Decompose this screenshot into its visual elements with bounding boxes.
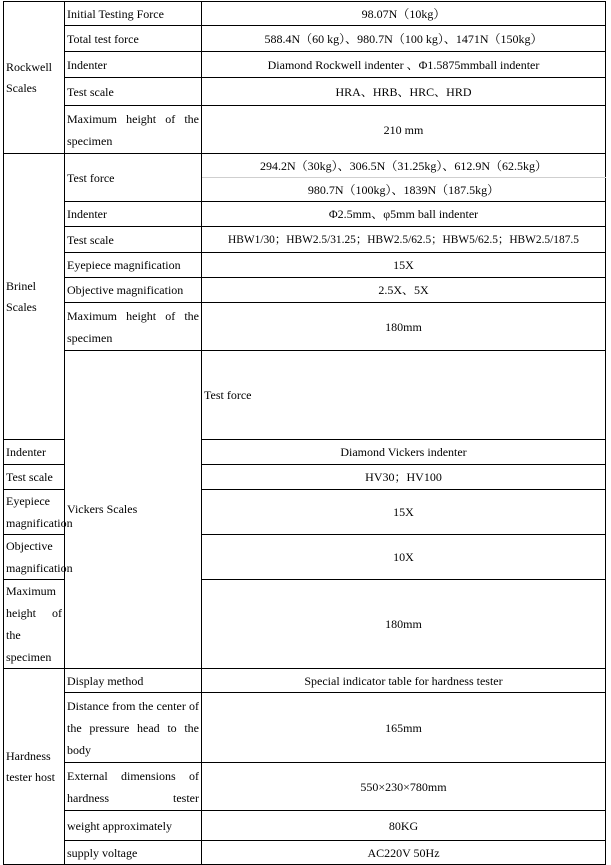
row-label: weight approximately: [65, 811, 202, 841]
row-label: Maximum height of the specimen: [65, 106, 202, 154]
row-label: Total test force: [65, 26, 202, 52]
row-label: Test scale: [4, 465, 65, 490]
row-value: 180mm: [202, 580, 606, 669]
row-label: Objective magnification: [65, 278, 202, 303]
row-label: Display method: [65, 669, 202, 693]
row-value: HRA、HRB、HRC、HRD: [202, 78, 606, 106]
row-value: 550×230×780mm: [202, 763, 606, 811]
row-value: 180mm: [202, 303, 606, 351]
row-label: Eyepiece magnification: [4, 490, 65, 535]
row-value: HBW1/30；HBW2.5/31.25；HBW2.5/62.5；HBW5/62.5；HBW2.5/187.5: [202, 227, 606, 253]
row-label: Maximum height of the specimen: [4, 580, 65, 669]
table-row: [4, 693, 606, 763]
table-row: [4, 763, 606, 811]
row-value: Diamond Vickers indenter: [202, 440, 606, 465]
table-row: [4, 154, 606, 178]
row-value: 165mm: [202, 693, 606, 763]
table-row: [4, 106, 606, 154]
row-label: supply voltage: [65, 841, 202, 865]
row-label: Test scale: [65, 78, 202, 106]
table-row: [4, 26, 606, 52]
row-label: Maximum height of the specimen: [65, 303, 202, 351]
row-value: 2.5X、5X: [202, 278, 606, 303]
row-label: Eyepiece magnification: [65, 253, 202, 278]
row-label: External dimensions of hardness tester: [65, 763, 202, 811]
row-label: Test scale: [65, 227, 202, 253]
table-row: [4, 841, 606, 865]
table-row: [4, 253, 606, 278]
row-label: Indenter: [65, 202, 202, 227]
row-value: Φ2.5mm、φ5mm ball indenter: [202, 202, 606, 227]
row-label: Test force: [65, 154, 202, 202]
table-row: [4, 351, 606, 440]
row-label: Initial Testing Force: [65, 2, 202, 26]
group-label-rockwell: Rockwell Scales: [4, 2, 65, 154]
table-row: [4, 2, 606, 26]
row-value: 15X: [202, 490, 606, 535]
group-label-host: Hardness tester host: [4, 669, 65, 865]
row-label: Indenter: [4, 440, 65, 465]
row-value: Special indicator table for hardness tester: [202, 669, 606, 693]
table-row: [4, 303, 606, 351]
row-label: Distance from the center of the pressure head to the body: [65, 693, 202, 763]
row-value: 98.07N（10kg）: [202, 2, 606, 26]
row-label: Indenter: [65, 52, 202, 78]
group-label-vickers: Vickers Scales: [65, 351, 202, 669]
row-label: Objective magnification: [4, 535, 65, 580]
row-value: 15X: [202, 253, 606, 278]
row-value: AC220V 50Hz: [202, 841, 606, 865]
table-row: [4, 52, 606, 78]
row-value: 80KG: [202, 811, 606, 841]
table-row: [4, 227, 606, 253]
row-value: 10X: [202, 535, 606, 580]
specification-table: [3, 1, 606, 865]
row-value-continued: 980.7N（100kg）、1839N（187.5kg）: [202, 178, 606, 202]
row-value: Diamond Rockwell indenter 、Φ1.5875mmball indenter: [202, 52, 606, 78]
table-row: [4, 669, 606, 693]
row-label: Test force: [202, 351, 606, 440]
table-row: [4, 202, 606, 227]
group-label-brinel: Brinel Scales: [4, 154, 65, 440]
table-row: [4, 278, 606, 303]
row-value: 210 mm: [202, 106, 606, 154]
table-row: [4, 811, 606, 841]
table-row: [4, 78, 606, 106]
row-value: 294.2N（30kg）、306.5N（31.25kg）、612.9N（62.5kg）: [202, 154, 606, 178]
row-value: 588.4N（60 kg）、980.7N（100 kg）、1471N（150kg）: [202, 26, 606, 52]
row-value: HV30；HV100: [202, 465, 606, 490]
